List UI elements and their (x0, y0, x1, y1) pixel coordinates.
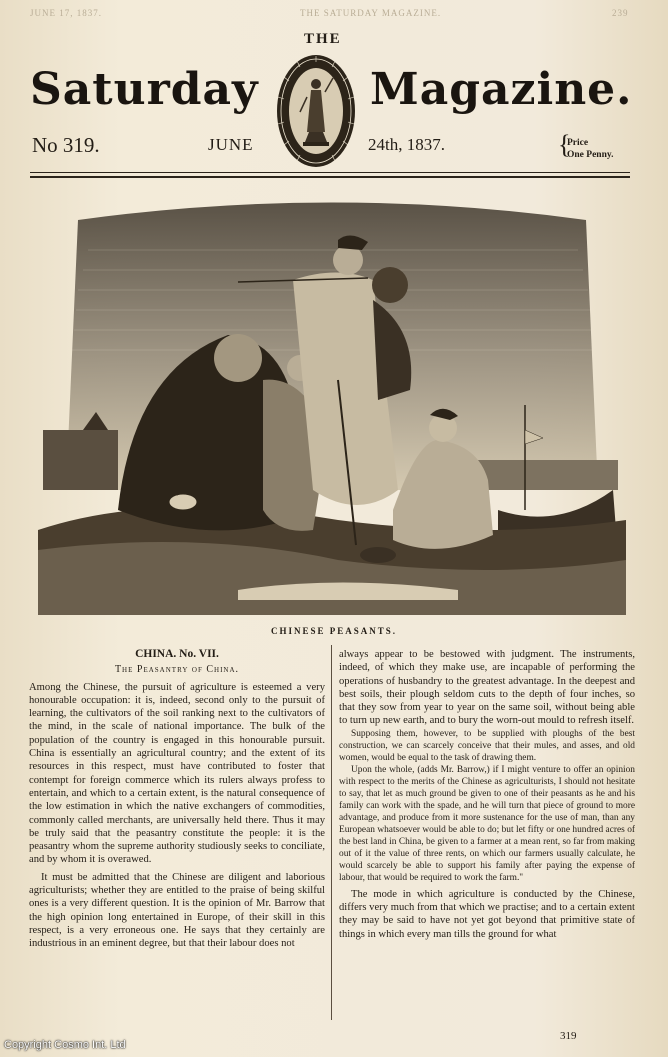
article-title: CHINA. No. VII. (135, 648, 219, 660)
masthead-title-left: Saturday (30, 64, 259, 115)
article-column-right (339, 648, 635, 941)
page-number: 319 (560, 1030, 577, 1042)
issue-date: 24th, 1837. (368, 135, 445, 154)
article-paragraph: always appear to be bestowed with judgment. The instruments, indeed, of which they make use, are incapable of performing the operations of husbandry to the greatest advantage. In the deepest and best soils, their plough seldom cuts to the depth of four inches, so that they sow from year to year on the same soil, without being able to turn up new earth, and to bury the worn-out mould to refresh itself. (339, 649, 635, 727)
article-quote: Supposing them, however, to be supplied with ploughs of the best construction, we can scarcely conceive that their mules, and asses, and old women, would be equal to the task of drawing them. (339, 728, 635, 763)
article-paragraph: It must be admitted that the Chinese are diligent and laborious agriculturists; whether they are entitled to the praise of being skilful ones is a very different question. It is the opinion of Mr. Barrow that the high opinion long entertained in Europe, of their skill in this respect, is a very erroneous one. He says that they certainly are industrious in an eminent degree, but that their labour does not (29, 871, 325, 950)
bleed-through-page-number: 239 (612, 8, 629, 18)
price-line-2: One Penny. (567, 150, 614, 160)
column-divider (331, 645, 332, 1020)
price-brace: { (558, 130, 571, 159)
masthead-rule-top (30, 172, 630, 173)
price-label (567, 137, 613, 161)
article-subtitle: The Peasantry of China. (114, 664, 240, 676)
masthead-rule-bottom (30, 176, 630, 178)
illustration-caption: CHINESE PEASANTS. (270, 626, 398, 636)
bleed-through-header-center: THE SATURDAY MAGAZINE. (300, 8, 442, 18)
issue-month: JUNE (208, 135, 254, 154)
masthead-the: THE (304, 31, 342, 47)
article-paragraph: The mode in which agriculture is conducted by the Chinese, differs very much from that which we practise; and to a certain extent they may be said to have not yet got beyond that primitive state of things in which every man tills the ground for what (339, 888, 635, 940)
bleed-through-header: JUNE 17, 1837. (30, 8, 102, 18)
article-paragraph: Among the Chinese, the pursuit of agriculture is esteemed a very honourable occupation: it is, indeed, second only to the pursuit of learning, the cultivators of the soil ranking next to the cultivators of the mind, in the scale of national importance. The bulk of the population of the country is engaged in this honourable pursuit. China is essentially an agricultural country; and the extent of its resources in this respect, must have contributed to foster that contempt for foreign commerce which its rulers always profess to entertain, and which to a certain extent, is the natural consequence of the low estimation in which the native exchangers of commodities, commonly called merchants, are universally held there. Thus it may be truly said that the peasantry constitute the people: it is the peasantry whom the supreme authority studiously seeks to conciliate, and by whom it is overawed. (29, 681, 325, 866)
issue-number: No 319. (32, 133, 100, 157)
society-seal-emblem (275, 52, 357, 170)
chinese-peasants-engraving (38, 190, 626, 615)
article-quote: Upon the whole, (adds Mr. Barrow,) if I might venture to offer an opinion with respect to the merits of the Chinese as agriculturists, I should not hesitate to say, that let as much ground be given to one of their peasants as he and his family can work with the spade, and he will turn that piece of ground to more advantage, and produce from it more sustenance for the use of man, than any European whatsoever would be able to do; but let fifty or one hundred acres of the best land in China, be given to a farmer at a mean rent, so far from making out of it the value of three rents, on which our farmers usually calculate, he would scarcely be able to support his family after paying the expense of labour, that would be required to work the farm." (339, 764, 635, 883)
price-line-1: Price (567, 138, 589, 148)
masthead-title-right: Magazine. (370, 64, 633, 115)
copyright-watermark: Copyright Cosmo Int. Ltd (4, 1039, 126, 1051)
article-column-left (29, 648, 325, 951)
